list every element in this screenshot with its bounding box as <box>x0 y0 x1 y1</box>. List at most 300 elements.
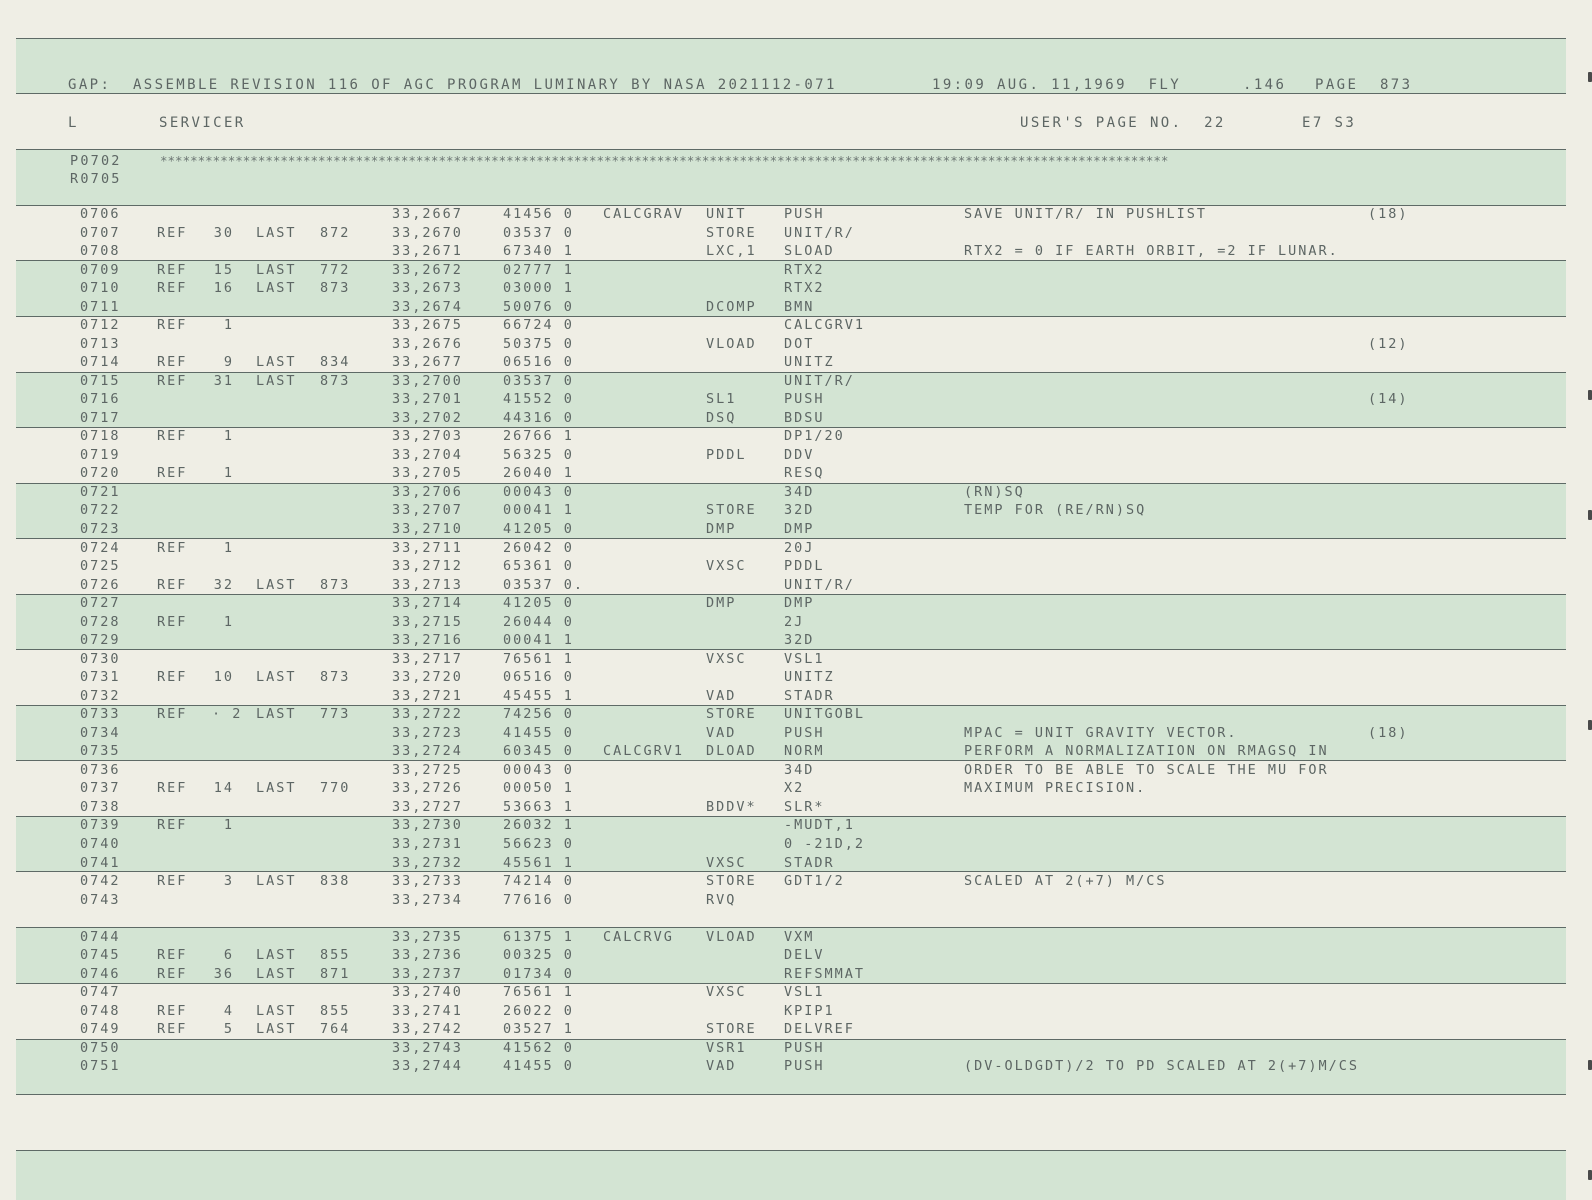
listing-row <box>0 1002 1592 1021</box>
cell-octal-code: 26044 0 <box>503 613 574 630</box>
cell-last-page: 770 <box>320 780 351 797</box>
cell-opcode: SL1 <box>706 391 737 408</box>
cell-address: 33,2716 <box>392 632 463 649</box>
cell-operand: DELVREF <box>784 1021 855 1038</box>
listing-row <box>0 520 1592 539</box>
cell-symbol-label: CALCGRAV <box>603 206 685 222</box>
cell-comment: SAVE UNIT/R/ IN PUSHLIST <box>964 206 1208 222</box>
cell-octal-code: 77616 0 <box>503 891 574 908</box>
cell-operand: BDSU <box>784 409 825 426</box>
cell-operand: KPIP1 <box>784 1002 835 1019</box>
cell-address: 33,2737 <box>392 965 463 982</box>
cell-ref-count: 30 <box>213 224 234 241</box>
cell-octal-code: 26766 1 <box>503 428 574 445</box>
cell-comment: RTX2 = 0 IF EARTH ORBIT, =2 IF LUNAR. <box>964 243 1339 260</box>
cell-octal-code: 56325 0 <box>503 446 574 463</box>
cell-octal-code: 41205 0 <box>503 521 574 537</box>
cell-line-number: 0748 <box>80 1002 121 1019</box>
cell-octal-code: 45455 1 <box>503 687 574 704</box>
cell-last-page: 855 <box>320 947 351 964</box>
cell-line-number: 0711 <box>80 298 121 315</box>
marker-r-line: R0705 <box>70 171 122 187</box>
cell-address: 33,2725 <box>392 761 463 778</box>
cell-operand: STADR <box>784 687 835 704</box>
cell-octal-code: 60345 0 <box>503 743 574 760</box>
cell-line-number: 0743 <box>80 891 121 908</box>
cell-operand: PUSH <box>784 1058 825 1075</box>
listing-row <box>0 631 1592 650</box>
cell-octal-code: 06516 0 <box>503 669 574 686</box>
cell-ref-count: 1 <box>223 465 234 482</box>
cell-address: 33,2703 <box>392 428 463 445</box>
cell-octal-code: 26032 1 <box>503 817 574 834</box>
cell-ref-tag: REF <box>157 465 188 482</box>
cell-opcode: LXC,1 <box>706 243 757 260</box>
cell-address: 33,2733 <box>392 873 463 890</box>
cell-line-number: 0724 <box>80 539 121 556</box>
cell-operand: UNIT/R/ <box>784 224 855 241</box>
cell-ref-tag: REF <box>157 965 188 982</box>
cell-ref-tag: REF <box>157 817 188 834</box>
cell-stack-count: (18) <box>1368 206 1409 222</box>
listing-row <box>0 501 1592 520</box>
cell-opcode: VXSC <box>706 558 747 575</box>
cell-address: 33,2674 <box>392 298 463 315</box>
cell-octal-code: 41455 0 <box>503 1058 574 1075</box>
section-name: SERVICER <box>159 115 246 131</box>
header-title: GAP: ASSEMBLE REVISION 116 OF AGC PROGRAM LUMINARY BY NASA 2021112-071 <box>68 77 837 93</box>
cell-line-number: 0723 <box>80 521 121 537</box>
cell-address: 33,2740 <box>392 984 463 1001</box>
cell-last-page: 772 <box>320 261 351 278</box>
cell-operand: RESQ <box>784 465 825 482</box>
cell-opcode: VAD <box>706 687 737 704</box>
cell-opcode: VXSC <box>706 650 747 667</box>
cell-opcode: DMP <box>706 595 737 612</box>
cell-line-number: 0709 <box>80 261 121 278</box>
cell-octal-code: 26042 0 <box>503 539 574 556</box>
listing-row <box>0 650 1592 669</box>
listing-row <box>0 668 1592 687</box>
listing-row <box>0 687 1592 706</box>
cell-ref-tag: REF <box>157 224 188 241</box>
cell-comment: (DV-OLDGDT)/2 TO PD SCALED AT 2(+7)M/CS <box>964 1058 1359 1075</box>
cell-opcode: DSQ <box>706 409 737 426</box>
cell-opcode: VXSC <box>706 854 747 871</box>
cell-comment: PERFORM A NORMALIZATION ON RMAGSQ IN <box>964 743 1329 760</box>
cell-operand: 0 -21D,2 <box>784 836 866 853</box>
cell-last-page: 871 <box>320 965 351 982</box>
cell-ref-tag: REF <box>157 669 188 686</box>
cell-operand: STADR <box>784 854 835 871</box>
section-code: E7 S3 <box>1302 115 1357 131</box>
cell-octal-code: 76561 1 <box>503 650 574 667</box>
cell-ref-tag: REF <box>157 706 188 723</box>
cell-comment: TEMP FOR (RE/RN)SQ <box>964 502 1147 519</box>
cell-last-tag: LAST <box>256 261 297 278</box>
cell-last-tag: LAST <box>256 947 297 964</box>
cell-address: 33,2724 <box>392 743 463 760</box>
cell-line-number: 0720 <box>80 465 121 482</box>
cell-octal-code: 03537 0 <box>503 224 574 241</box>
listing-row <box>0 891 1592 910</box>
listing-row <box>0 576 1592 595</box>
cell-line-number: 0716 <box>80 391 121 408</box>
cell-operand: PDDL <box>784 558 825 575</box>
listing-row <box>0 427 1592 446</box>
cell-octal-code: 41455 0 <box>503 724 574 741</box>
cell-line-number: 0740 <box>80 836 121 853</box>
cell-opcode: VAD <box>706 724 737 741</box>
cell-octal-code: 41456 0 <box>503 206 574 222</box>
listing-row <box>0 779 1592 798</box>
cell-line-number: 0726 <box>80 576 121 593</box>
listing-row <box>0 390 1592 409</box>
cell-address: 33,2717 <box>392 650 463 667</box>
cell-opcode: STORE <box>706 706 757 723</box>
cell-octal-code: 53663 1 <box>503 798 574 815</box>
cell-address: 33,2675 <box>392 317 463 334</box>
cell-line-number: 0733 <box>80 706 121 723</box>
cell-line-number: 0734 <box>80 724 121 741</box>
paper-speck <box>1588 720 1592 730</box>
cell-operand: RTX2 <box>784 280 825 297</box>
cell-operand: DELV <box>784 947 825 964</box>
cell-octal-code: 76561 1 <box>503 984 574 1001</box>
cell-stack-count: (12) <box>1368 335 1409 352</box>
cell-operand: 32D <box>784 502 815 519</box>
cell-comment: (RN)SQ <box>964 483 1025 500</box>
cell-address: 33,2736 <box>392 947 463 964</box>
cell-address: 33,2704 <box>392 446 463 463</box>
cell-operand: DDV <box>784 446 815 463</box>
cell-address: 33,2672 <box>392 261 463 278</box>
listing-row <box>0 409 1592 428</box>
cell-ref-tag: REF <box>157 261 188 278</box>
cell-operand: -MUDT,1 <box>784 817 855 834</box>
cell-ref-tag: REF <box>157 1021 188 1038</box>
cell-line-number: 0742 <box>80 873 121 890</box>
cell-ref-count: 31 <box>213 372 234 389</box>
cell-octal-code: 00325 0 <box>503 947 574 964</box>
cell-last-tag: LAST <box>256 372 297 389</box>
cell-octal-code: 74256 0 <box>503 706 574 723</box>
cell-line-number: 0728 <box>80 613 121 630</box>
cell-operand: PUSH <box>784 206 825 222</box>
cell-ref-tag: REF <box>157 372 188 389</box>
header-datetime: 19:09 AUG. 11,1969 FLY <box>932 77 1182 93</box>
cell-line-number: 0727 <box>80 595 121 612</box>
cell-ref-tag: REF <box>157 947 188 964</box>
cell-line-number: 0715 <box>80 372 121 389</box>
cell-line-number: 0750 <box>80 1039 121 1056</box>
cell-octal-code: 61375 1 <box>503 928 574 945</box>
cell-opcode: STORE <box>706 1021 757 1038</box>
cell-operand: UNIT/R/ <box>784 576 855 593</box>
cell-ref-count: 6 <box>223 947 234 964</box>
cell-operand: VXM <box>784 928 815 945</box>
cell-ref-count: 10 <box>213 669 234 686</box>
cell-octal-code: 41562 0 <box>503 1039 574 1056</box>
cell-octal-code: 45561 1 <box>503 854 574 871</box>
cell-octal-code: 00043 0 <box>503 483 574 500</box>
listing-row <box>0 835 1592 854</box>
cell-line-number: 0735 <box>80 743 121 760</box>
cell-last-page: 855 <box>320 1002 351 1019</box>
cell-line-number: 0731 <box>80 669 121 686</box>
cell-operand: UNITGOBL <box>784 706 866 723</box>
cell-last-tag: LAST <box>256 780 297 797</box>
cell-octal-code: 26022 0 <box>503 1002 574 1019</box>
cell-ref-count: 1 <box>223 817 234 834</box>
cell-address: 33,2700 <box>392 372 463 389</box>
cell-ref-count: 3 <box>223 873 234 890</box>
cell-octal-code: 74214 0 <box>503 873 574 890</box>
cell-line-number: 0738 <box>80 798 121 815</box>
listing-row <box>0 1020 1592 1039</box>
cell-line-number: 0714 <box>80 354 121 371</box>
listing-row <box>0 965 1592 984</box>
cell-comment: MAXIMUM PRECISION. <box>964 780 1147 797</box>
cell-operand: CALCGRV1 <box>784 317 866 334</box>
cell-operand: DOT <box>784 335 815 352</box>
listing-row <box>0 261 1592 280</box>
cell-operand: PUSH <box>784 724 825 741</box>
listing-row <box>0 224 1592 243</box>
cell-octal-code: 67340 1 <box>503 243 574 260</box>
cell-address: 33,2710 <box>392 521 463 537</box>
cell-address: 33,2721 <box>392 687 463 704</box>
cell-line-number: 0739 <box>80 817 121 834</box>
cell-address: 33,2743 <box>392 1039 463 1056</box>
cell-ref-tag: REF <box>157 317 188 334</box>
cell-last-tag: LAST <box>256 706 297 723</box>
cell-octal-code: 41205 0 <box>503 595 574 612</box>
cell-line-number: 0730 <box>80 650 121 667</box>
cell-ref-count: 16 <box>213 280 234 297</box>
cell-address: 33,2701 <box>392 391 463 408</box>
cell-opcode: BDDV* <box>706 798 757 815</box>
cell-operand: 34D <box>784 483 815 500</box>
cell-line-number: 0744 <box>80 928 121 945</box>
cell-operand: UNITZ <box>784 354 835 371</box>
header-time-value: .146 <box>1243 77 1287 93</box>
cell-address: 33,2744 <box>392 1058 463 1075</box>
cell-operand: SLR* <box>784 798 825 815</box>
footer-band <box>16 1150 1566 1200</box>
listing-row <box>0 705 1592 724</box>
cell-octal-code: 02777 1 <box>503 261 574 278</box>
listing-row <box>0 798 1592 817</box>
cell-operand: NORM <box>784 743 825 760</box>
cell-line-number: 0719 <box>80 446 121 463</box>
cell-line-number: 0706 <box>80 206 121 222</box>
rule-line <box>16 1150 1566 1151</box>
listing-row <box>0 594 1592 613</box>
cell-octal-code: 26040 1 <box>503 465 574 482</box>
cell-octal-code: 03000 1 <box>503 280 574 297</box>
cell-line-number: 0718 <box>80 428 121 445</box>
cell-last-page: 873 <box>320 372 351 389</box>
cell-octal-code: 44316 0 <box>503 409 574 426</box>
cell-ref-tag: REF <box>157 428 188 445</box>
cell-last-page: 873 <box>320 280 351 297</box>
cell-operand: 2J <box>784 613 805 630</box>
cell-opcode: VXSC <box>706 984 747 1001</box>
cell-line-number: 0713 <box>80 335 121 352</box>
listing-row <box>0 372 1592 391</box>
cell-address: 33,2707 <box>392 502 463 519</box>
cell-line-number: 0741 <box>80 854 121 871</box>
cell-ref-count: 15 <box>213 261 234 278</box>
cell-last-tag: LAST <box>256 354 297 371</box>
cell-address: 33,2670 <box>392 224 463 241</box>
cell-line-number: 0747 <box>80 984 121 1001</box>
listing-row <box>0 1057 1592 1076</box>
cell-address: 33,2730 <box>392 817 463 834</box>
paper-speck <box>1588 1060 1592 1070</box>
cell-opcode: RVQ <box>706 891 737 908</box>
listing-row <box>0 353 1592 372</box>
cell-operand: GDT1/2 <box>784 873 845 890</box>
cell-operand: X2 <box>784 780 805 797</box>
cell-octal-code: 56623 0 <box>503 836 574 853</box>
cell-address: 33,2713 <box>392 576 463 593</box>
cell-ref-count: 1 <box>223 539 234 556</box>
cell-last-tag: LAST <box>256 873 297 890</box>
cell-opcode: UNIT <box>706 206 747 222</box>
listing-row <box>0 446 1592 465</box>
cell-octal-code: 00041 1 <box>503 502 574 519</box>
cell-line-number: 0725 <box>80 558 121 575</box>
cell-address: 33,2731 <box>392 836 463 853</box>
cell-octal-code: 03537 0. <box>503 576 585 593</box>
cell-operand: UNITZ <box>784 669 835 686</box>
cell-ref-count: 1 <box>223 428 234 445</box>
cell-line-number: 0722 <box>80 502 121 519</box>
cell-operand: DMP <box>784 521 815 537</box>
cell-line-number: 0737 <box>80 780 121 797</box>
cell-line-number: 0736 <box>80 761 121 778</box>
header-page-number: PAGE 873 <box>1315 77 1413 93</box>
cell-opcode: DCOMP <box>706 298 757 315</box>
cell-stack-count: (14) <box>1368 391 1409 408</box>
cell-opcode: STORE <box>706 502 757 519</box>
listing-row <box>0 483 1592 502</box>
cell-line-number: 0712 <box>80 317 121 334</box>
listing-row <box>0 539 1592 558</box>
cell-ref-count: 1 <box>223 317 234 334</box>
cell-symbol-label: CALCGRV1 <box>603 743 685 760</box>
cell-line-number: 0729 <box>80 632 121 649</box>
marker-asterisk-line: ************************************************************************************************************************************** <box>160 153 1169 168</box>
cell-octal-code: 00050 1 <box>503 780 574 797</box>
cell-opcode: VSR1 <box>706 1039 747 1056</box>
cell-operand: 32D <box>784 632 815 649</box>
listing-row <box>0 1039 1592 1058</box>
cell-octal-code: 65361 0 <box>503 558 574 575</box>
cell-address: 33,2667 <box>392 206 463 222</box>
cell-last-tag: LAST <box>256 576 297 593</box>
listing-row <box>0 464 1592 483</box>
cell-ref-count: 1 <box>223 613 234 630</box>
cell-operand: DMP <box>784 595 815 612</box>
cell-last-page: 764 <box>320 1021 351 1038</box>
cell-address: 33,2706 <box>392 483 463 500</box>
listing-row <box>0 983 1592 1002</box>
cell-octal-code: 41552 0 <box>503 391 574 408</box>
cell-address: 33,2676 <box>392 335 463 352</box>
rule-line <box>16 38 1566 39</box>
cell-address: 33,2735 <box>392 928 463 945</box>
cell-address: 33,2742 <box>392 1021 463 1038</box>
cell-last-tag: LAST <box>256 1002 297 1019</box>
listing-row <box>0 298 1592 317</box>
paper-speck <box>1588 510 1592 520</box>
cell-operand: 20J <box>784 539 815 556</box>
cell-opcode: PDDL <box>706 446 747 463</box>
cell-stack-count: (18) <box>1368 724 1409 741</box>
cell-ref-count: 36 <box>213 965 234 982</box>
section-letter: L <box>68 115 79 131</box>
cell-address: 33,2727 <box>392 798 463 815</box>
listing-row <box>0 242 1592 261</box>
cell-ref-count: 32 <box>213 576 234 593</box>
cell-octal-code: 03537 0 <box>503 372 574 389</box>
cell-address: 33,2673 <box>392 280 463 297</box>
cell-address: 33,2705 <box>392 465 463 482</box>
cell-ref-tag: REF <box>157 280 188 297</box>
cell-octal-code: 50076 0 <box>503 298 574 315</box>
cell-line-number: 0710 <box>80 280 121 297</box>
cell-ref-count: · 2 <box>212 706 243 723</box>
cell-octal-code: 00043 0 <box>503 761 574 778</box>
cell-octal-code: 01734 0 <box>503 965 574 982</box>
cell-last-page: 773 <box>320 706 351 723</box>
cell-operand: BMN <box>784 298 815 315</box>
cell-opcode: VAD <box>706 1058 737 1075</box>
cell-comment: ORDER TO BE ABLE TO SCALE THE MU FOR <box>964 761 1329 778</box>
cell-address: 33,2671 <box>392 243 463 260</box>
cell-comment: SCALED AT 2(+7) M/CS <box>964 873 1167 890</box>
listing-row <box>0 761 1592 780</box>
paper-speck <box>1588 72 1592 82</box>
users-page-number: USER'S PAGE NO. 22 <box>1020 115 1226 131</box>
cell-operand: REFSMMAT <box>784 965 866 982</box>
cell-operand: PUSH <box>784 391 825 408</box>
cell-operand: DP1/20 <box>784 428 845 445</box>
cell-line-number: 0708 <box>80 243 121 260</box>
cell-last-page: 873 <box>320 576 351 593</box>
cell-line-number: 0751 <box>80 1058 121 1075</box>
listing-row <box>0 816 1592 835</box>
listing-row <box>0 928 1592 947</box>
cell-address: 33,2712 <box>392 558 463 575</box>
cell-line-number: 0721 <box>80 483 121 500</box>
listing-row <box>0 854 1592 873</box>
cell-octal-code: 50375 0 <box>503 335 574 352</box>
cell-last-tag: LAST <box>256 1021 297 1038</box>
cell-address: 33,2741 <box>392 1002 463 1019</box>
cell-octal-code: 66724 0 <box>503 317 574 334</box>
cell-address: 33,2714 <box>392 595 463 612</box>
listing-row <box>0 872 1592 891</box>
listing-row <box>0 335 1592 354</box>
rule-line <box>16 1094 1566 1095</box>
cell-operand: VSL1 <box>784 650 825 667</box>
cell-address: 33,2722 <box>392 706 463 723</box>
cell-line-number: 0732 <box>80 687 121 704</box>
